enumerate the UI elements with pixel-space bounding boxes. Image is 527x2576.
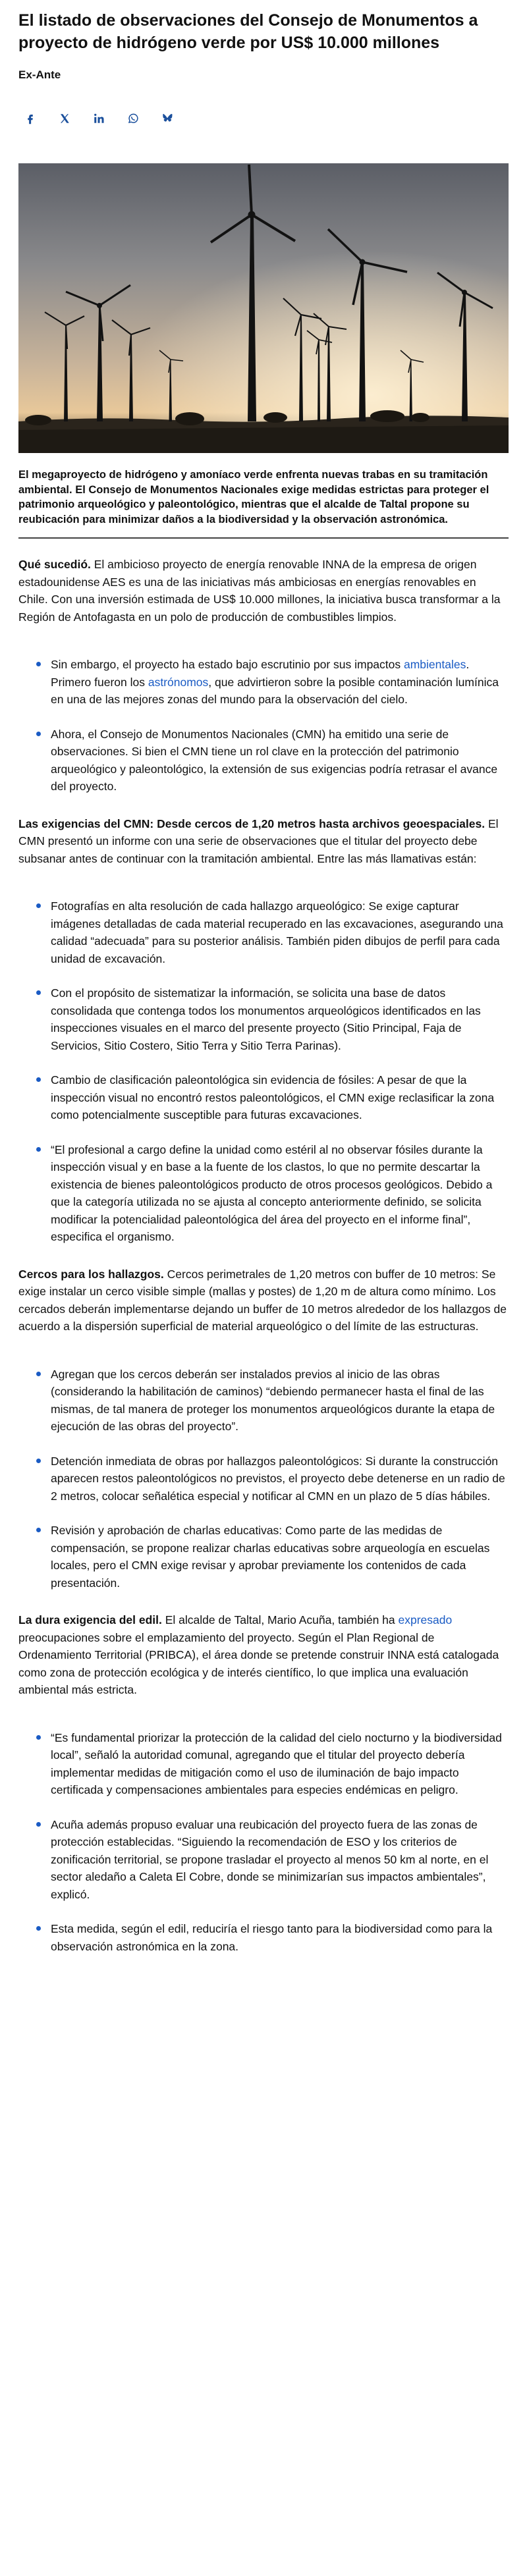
bullet-list — [18, 1366, 509, 1592]
list-item: Detención inmediata de obras por hallazgos paleontológicos: Si durante la construcción aparecen restos paleontológicos no previstos, el proyecto debe detenerse en un radio de 2 metros, colocar señalética especial y notificar al CMN en un plazo de 5 días hábiles. — [36, 1453, 509, 1505]
wind-turbines-image — [18, 163, 509, 453]
link-ambientales[interactable]: ambientales — [404, 658, 466, 671]
section-mayor — [18, 1611, 509, 1699]
list-item: Acuña además propuso evaluar una reubicación del proyecto fuera de las zonas de protección establecidas. “Siguiendo la recomendación de ESO y los criterios de zonificación territorial, se propone trasladar el proyecto al menos 50 km al norte, en el sector aledaño a Caleta El Cobre, donde se minimizarían sus impactos ambientales”, explicó. — [36, 1816, 509, 1904]
section-text: El alcalde de Taltal, Mario Acuña, también ha — [161, 1613, 399, 1626]
list-item: Fotografías en alta resolución de cada hallazgo arqueológico: Se exige capturar imágenes detalladas de cada material recuperado en las excavaciones, asegurando una calidad “adecuada” para su posterior análisis. También piden dibujos de perfil para cada unidad de excavación. — [36, 898, 509, 967]
section-cmn-requirements — [18, 815, 509, 868]
section-fences — [18, 1266, 509, 1335]
section-heading: La dura exigencia del edil. — [18, 1613, 162, 1626]
item-text: . Primero fueron los — [51, 658, 470, 689]
bullet-list — [18, 656, 509, 795]
section-heading: Qué sucedió. — [18, 558, 91, 571]
list-item: Esta medida, según el edil, reduciría el riesgo tanto para la biodiversidad como para la observación astronómica en la zona. — [36, 1920, 509, 1955]
linkedin-icon[interactable] — [87, 107, 111, 130]
link-expresado[interactable]: expresado — [398, 1613, 453, 1626]
bullet-list — [18, 898, 509, 1246]
list-item — [36, 656, 509, 709]
facebook-icon[interactable] — [18, 107, 42, 130]
section-text: preocupaciones sobre el emplazamiento del proyecto. Según el Plan Regional de Ordenamiento Territorial (PRIBCA), el área donde se pretende construir INNA está catalogada como zona de protección ecológica y de interés científico, lo que implica una evaluación ambiental más estricta. — [18, 1630, 499, 1696]
list-item: Con el propósito de sistematizar la información, se solicita una base de datos consolidada que contenga todos los monumentos arqueológicos identificados en las inspecciones visuales en el marco del presente proyecto (Sitio Principal, Faja de Servicios, Sitio Costero, Sitio Terra y Sitio Terra Parinas). — [36, 984, 509, 1054]
article-title: El listado de observaciones del Consejo de Monumentos a proyecto de hidrógeno verde por US$ 10.000 millones — [18, 11, 478, 52]
list-item: “Es fundamental priorizar la protección de la calidad del cielo nocturno y la biodiversidad local”, señaló la autoridad comunal, agregando que el titular del proyecto debería implementar medidas de mitigación como el uso de iluminación de bajo impacto certificada y compensaciones ambientales para especies endémicas en peligro. — [36, 1729, 509, 1799]
section-what-happened — [18, 556, 509, 626]
list-item: Cambio de clasificación paleontológica sin evidencia de fósiles: A pesar de que la inspección visual no encontró restos paleontológicos, el CMN exige reclasificar la zona como potencialmente susceptible para futuras excavaciones. — [36, 1071, 509, 1124]
section-heading: Las exigencias del CMN: Desde cercos de 1,20 metros hasta archivos geoespaciales. — [18, 817, 485, 830]
item-text: , que advirtieron sobre la posible contaminación lumínica en una de las mejores zonas del mundo para la observación del cielo. — [51, 675, 499, 706]
link-astronomos[interactable]: astrónomos — [148, 675, 209, 689]
section-heading: Cercos para los hallazgos. — [18, 1267, 164, 1281]
bluesky-icon[interactable] — [155, 107, 179, 130]
bullet-list — [18, 1729, 509, 1956]
article-source: Ex-Ante — [18, 68, 61, 81]
section-text: Cercos perimetrales de 1,20 metros con buffer de 10 metros: Se exige instalar un cerco visible simple (mallas y postes) de 1,20 m de altura como mínimo. Los cercados deberán implementarse dejando un buffer de 10 metros alrededor de los hallazgos de acuerdo a la dispersión superficial de material arqueológico o del límite de las estructuras. — [18, 1267, 507, 1333]
list-item: Ahora, el Consejo de Monumentos Nacionales (CMN) ha emitido una serie de observaciones. Si bien el CMN tiene un rol clave en la protección del patrimonio arqueológico y paleontológico, la extensión de sus exigencias podría retrasar el avance del proyecto. — [36, 726, 509, 795]
list-item: Revisión y aprobación de charlas educativas: Como parte de las medidas de compensación, se propone realizar charlas educativas sobre arqueología en escuelas locales, pero el CMN exige revisar y aprobar previamente los contenidos de cada presentación. — [36, 1522, 509, 1592]
list-item: Agregan que los cercos deberán ser instalados previos al inicio de las obras (considerando la habilitación de caminos) “debiendo permanecer hasta el final de las mismas, de tal manera de proteger los monumentos arqueológicos durante la etapa de ejecución de las obras del proyecto”. — [36, 1366, 509, 1436]
share-bar — [18, 107, 509, 130]
whatsapp-icon[interactable] — [121, 107, 145, 130]
item-text: Sin embargo, el proyecto ha estado bajo escrutinio por sus impactos — [51, 658, 404, 671]
section-text: El ambicioso proyecto de energía renovable INNA de la empresa de origen estadounidense AES es una de las iniciativas más ambiciosas en energías renovables en Chile. Con una inversión estimada de US$ 10.000 millones, la iniciativa busca transformar a la Región de Antofagasta en un polo de producción de combustibles limpios. — [18, 558, 501, 624]
list-item: “El profesional a cargo define la unidad como estéril al no observar fósiles durante la inspección visual y en base a la fuente de los clastos, lo que no permite descartar la existencia de bienes paleontológicos producto de otros procesos geológicos. Debido a que la categoría utilizada no se ajusta al concepto anteriormente definido, se solicita modificar la potencialidad paleontológica del área del proyecto en el informe final”, especifica el organismo. — [36, 1141, 509, 1246]
article-lead: El megaproyecto de hidrógeno y amoníaco verde enfrenta nuevas trabas en su tramitación ambiental. El Consejo de Monumentos Nacionales exige medidas estrictas para proteger el patrimonio arqueológico y paleontológico, mientras que el alcalde de Taltal propone su reubicación para minimizar daños a la biodiversidad y la observación astronómica. — [18, 468, 509, 539]
section-text: El CMN presentó un informe con una serie de observaciones que el titular del proyecto debe subsanar antes de continuar con la tramitación ambiental. Entre las más llamativas están: — [18, 817, 499, 865]
x-icon[interactable] — [53, 107, 76, 130]
